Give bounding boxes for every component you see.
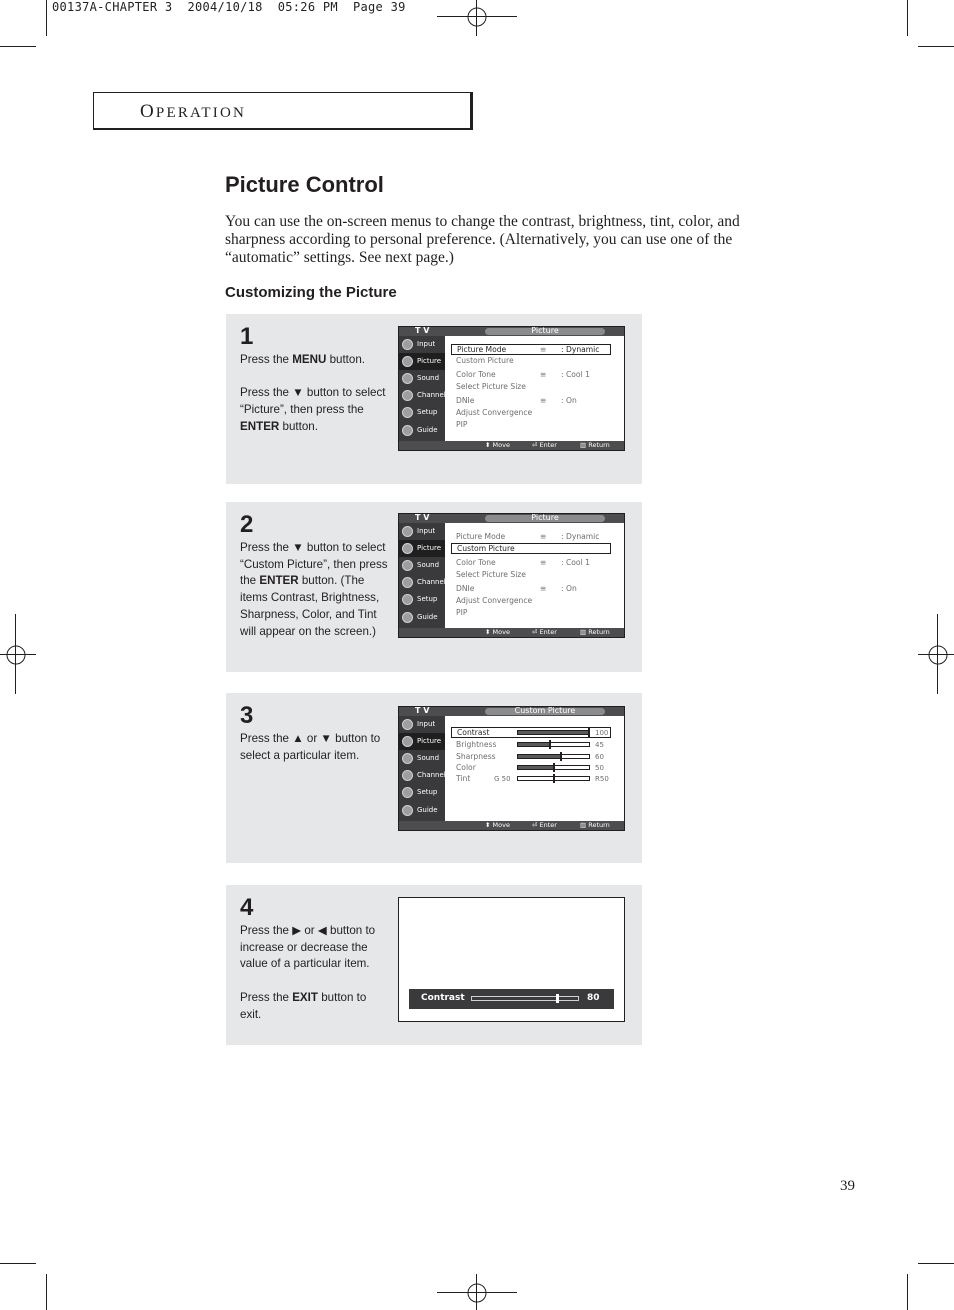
osd-foot-enter: ⏎ Enter <box>532 821 557 829</box>
crop-mark <box>918 46 954 47</box>
submenu-icon: ≡ <box>540 345 547 354</box>
submenu-icon: ≡ <box>540 558 547 567</box>
step-instructions: Press the ▼ button to select “Custom Picture”, then press the ENTER button. (The items Contrast, Brightness, Sharpness, Color, and Tint will appear on the screen.) <box>240 541 388 638</box>
setup-icon <box>402 787 413 798</box>
adjust-slider-tint <box>517 776 590 781</box>
step-number: 2 <box>240 511 254 538</box>
osd-row-picture-mode: Picture Mode <box>451 344 611 355</box>
osd-row: Select Picture Size <box>456 382 526 391</box>
setup-icon <box>402 407 413 418</box>
slider-knob <box>560 752 562 761</box>
picture-icon <box>402 356 413 367</box>
osd-side-item-setup: Setup <box>399 784 445 801</box>
step-number: 4 <box>240 894 254 921</box>
adjust-label-contrast: Contrast <box>451 727 611 738</box>
osd-side-item-picture: Picture <box>399 353 445 370</box>
adjust-value: 100 <box>595 729 609 737</box>
input-icon <box>402 719 413 730</box>
osd-row: Picture Mode <box>456 532 506 541</box>
adjust-value: 60 <box>595 753 604 761</box>
crop-mark <box>46 0 47 36</box>
step-instructions: Press the ▶ or ◀ button to increase or decrease the value of a particular item. Press the EXIT button to exit. <box>240 924 376 1021</box>
registration-mark-icon <box>465 1281 489 1305</box>
picture-icon <box>402 543 413 554</box>
osd-tv-label: T V <box>415 326 430 335</box>
adjust-slider-brightness <box>517 742 590 747</box>
osd-foot-move: ⬍ Move <box>485 441 510 449</box>
osd-side-item-picture: Picture <box>399 733 445 750</box>
adjust-label-tint: Tint <box>456 774 471 783</box>
intro-paragraph: You can use the on-screen menus to change the contrast, brightness, tint, color, and sharpness according to personal preference. (Alternatively, you can use one of the “automatic” settings. See next page.) <box>225 213 740 266</box>
osd-side-item-input: Input <box>399 336 445 353</box>
contrast-value: 80 <box>587 993 600 1003</box>
crop-mark <box>0 1263 36 1264</box>
osd-row: DNIe <box>456 396 475 405</box>
osd-title: Picture <box>531 513 559 522</box>
osd-sidebar <box>399 716 445 830</box>
page-title: Picture Control <box>225 172 384 197</box>
slider-knob <box>553 774 555 783</box>
osd-foot-move: ⬍ Move <box>485 821 510 829</box>
contrast-slider-track <box>471 996 579 1001</box>
submenu-icon: ≡ <box>540 532 547 541</box>
sound-icon <box>402 560 413 571</box>
print-slug: 00137A-CHAPTER 3 2004/10/18 05:26 PM Page 39 <box>52 0 406 14</box>
input-icon <box>402 526 413 537</box>
contrast-label: Contrast <box>421 993 465 1003</box>
setup-icon <box>402 594 413 605</box>
section-title: OPERATION <box>140 101 247 122</box>
osd-side-item-channel: Channel <box>399 574 445 591</box>
osd-side-item-sound: Sound <box>399 750 445 767</box>
osd-foot-enter: ⏎ Enter <box>532 628 557 636</box>
slider-knob <box>553 763 555 772</box>
osd-side-item-picture: Picture <box>399 540 445 557</box>
adjust-value: 50 <box>595 764 604 772</box>
osd-side-item-input: Input <box>399 716 445 733</box>
channel-icon <box>402 390 413 401</box>
guide-icon <box>402 425 413 436</box>
osd-value: : Cool 1 <box>561 558 590 567</box>
registration-mark-icon <box>4 643 28 667</box>
channel-icon <box>402 770 413 781</box>
osd-foot-return: ▥ Return <box>580 821 610 829</box>
osd-foot-return: ▥ Return <box>580 628 610 636</box>
adjust-label-sharpness: Sharpness <box>456 752 496 761</box>
step-instructions: Press the ▲ or ▼ button to select a particular item. <box>240 732 381 762</box>
crop-mark <box>0 46 36 47</box>
step-instructions: Press the MENU button. Press the ▼ button to select “Picture”, then press the ENTER button. <box>240 353 386 433</box>
sound-icon <box>402 373 413 384</box>
page-number: 39 <box>840 1178 855 1194</box>
contrast-adjust-bar <box>409 989 614 1009</box>
tint-green-value: G 50 <box>494 775 511 783</box>
adjust-slider-sharpness <box>517 754 590 759</box>
osd-value: : Dynamic <box>561 532 600 541</box>
adjust-label-color: Color <box>456 763 476 772</box>
osd-value: : On <box>561 396 577 405</box>
osd-side-item-setup: Setup <box>399 591 445 608</box>
osd-foot-move: ⬍ Move <box>485 628 510 636</box>
adjust-slider-contrast <box>517 730 590 735</box>
registration-mark-icon <box>465 5 489 29</box>
slider-knob <box>549 740 551 749</box>
osd-side-item-sound: Sound <box>399 557 445 574</box>
osd-row-custom-picture: Custom Picture <box>451 543 611 554</box>
adjust-slider-color <box>517 765 590 770</box>
submenu-icon: ≡ <box>540 370 547 379</box>
crop-mark <box>918 1263 954 1264</box>
osd-row: Color Tone <box>456 558 496 567</box>
osd-side-item-input: Input <box>399 523 445 540</box>
registration-mark-icon <box>926 643 950 667</box>
guide-icon <box>402 612 413 623</box>
osd-side-item-guide: Guide <box>399 802 445 819</box>
osd-row: Color Tone <box>456 370 496 379</box>
osd-tv-label: T V <box>415 706 430 715</box>
submenu-icon: ≡ <box>540 584 547 593</box>
osd-row: DNIe <box>456 584 475 593</box>
adjust-label-brightness: Brightness <box>456 740 497 749</box>
osd-row: PIP <box>456 608 468 617</box>
input-icon <box>402 339 413 350</box>
osd-side-item-guide: Guide <box>399 609 445 626</box>
step-number: 1 <box>240 323 254 350</box>
osd-row: PIP <box>456 420 468 429</box>
step-panel-1 <box>226 314 642 484</box>
step-panel-3 <box>226 693 642 863</box>
osd-sidebar <box>399 336 445 450</box>
osd-row: Custom Picture <box>456 356 514 365</box>
osd-title: Custom Picture <box>514 706 576 715</box>
channel-icon <box>402 577 413 588</box>
osd-side-item-guide: Guide <box>399 422 445 439</box>
step-panel-4 <box>226 885 642 1045</box>
adjust-value: 45 <box>595 741 604 749</box>
guide-icon <box>402 805 413 816</box>
contrast-slider-knob <box>556 994 559 1003</box>
crop-mark <box>907 0 908 36</box>
crop-mark <box>907 1274 908 1310</box>
osd-foot-enter: ⏎ Enter <box>532 441 557 449</box>
tv-menu-screen <box>398 513 625 638</box>
osd-side-item-setup: Setup <box>399 404 445 421</box>
osd-tv-label: T V <box>415 513 430 522</box>
osd-value: : On <box>561 584 577 593</box>
step-panel-2 <box>226 502 642 672</box>
slider-knob <box>588 728 590 737</box>
step-number: 3 <box>240 702 254 729</box>
tv-screen-exit <box>398 897 625 1022</box>
tv-menu-screen <box>398 326 625 451</box>
osd-row: Select Picture Size <box>456 570 526 579</box>
adjust-value: R50 <box>595 775 609 783</box>
picture-icon <box>402 736 413 747</box>
submenu-icon: ≡ <box>540 396 547 405</box>
slider-fill <box>518 731 589 734</box>
osd-title: Picture <box>531 326 559 335</box>
tv-menu-screen <box>398 706 625 831</box>
crop-mark <box>46 1274 47 1310</box>
osd-foot-return: ▥ Return <box>580 441 610 449</box>
slider-fill <box>518 766 554 769</box>
slider-fill <box>518 743 550 746</box>
osd-value: : Cool 1 <box>561 370 590 379</box>
subheading: Customizing the Picture <box>225 284 397 301</box>
sound-icon <box>402 753 413 764</box>
osd-side-item-sound: Sound <box>399 370 445 387</box>
slider-fill <box>518 755 561 758</box>
osd-value: : Dynamic <box>561 345 600 354</box>
osd-side-item-channel: Channel <box>399 767 445 784</box>
osd-row: Adjust Convergence <box>456 408 533 417</box>
osd-row: Adjust Convergence <box>456 596 533 605</box>
osd-side-item-channel: Channel <box>399 387 445 404</box>
osd-sidebar <box>399 523 445 637</box>
